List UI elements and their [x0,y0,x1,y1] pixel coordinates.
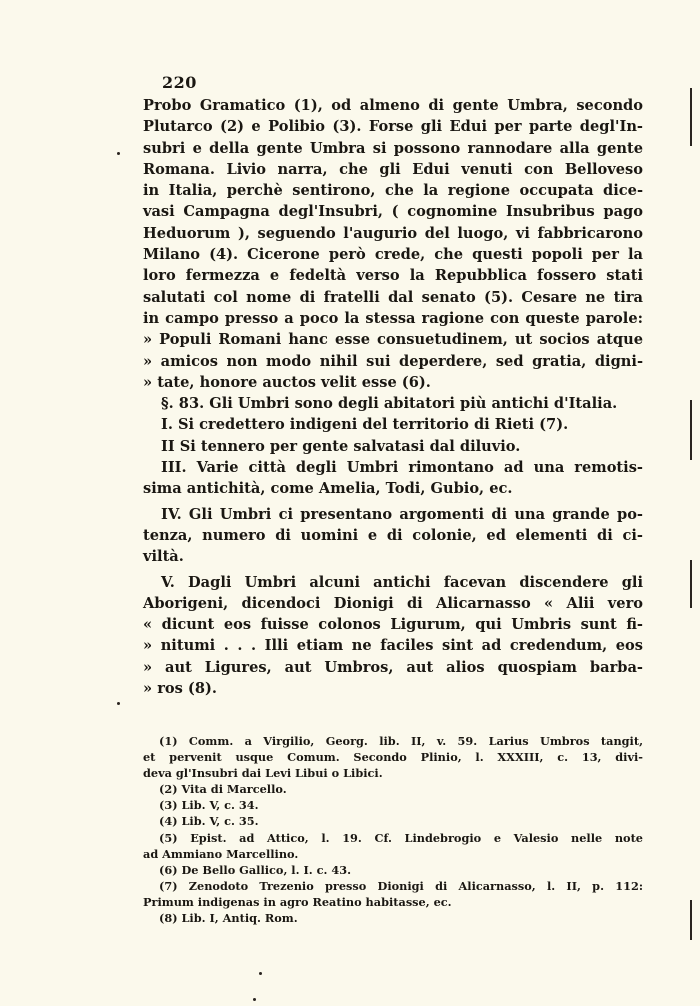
ink-speck [253,998,256,1001]
text-line: I. Si credettero indigeni del territorio di Rieti (7). [161,416,569,434]
text-line: Heduorum ), seguendo l'augurio del luogo, vi fabbricarono [143,224,643,242]
text-line: Aborigeni, dicendoci Dionigi di Alicarnasso « Alii vero [143,594,643,612]
text-line: V. Dagli Umbri alcuni antichi facevan discendere gli [161,573,643,591]
text-line: » ros (8). [143,680,217,698]
ink-speck [117,152,120,155]
page-edge-mark [690,560,692,608]
ink-speck [117,702,120,705]
page-number: 220 [162,73,197,92]
footnote-line: et pervenit usque Comum. Secondo Plinio, l. XXXIII, c. 13, divi- [143,750,643,765]
text-line: IV. Gli Umbri ci presentano argomenti di una grande po- [161,505,643,523]
footnote-line: deva gl'Insubri dai Levi Libui o Libici. [143,766,383,781]
footnote-line: (1) Comm. a Virgilio, Georg. lib. II, v. 59. Larius Umbros tangit, [159,734,643,748]
text-line: » aut Ligures, aut Umbros, aut alios quospiam barba- [143,658,643,676]
footnotes [143,733,643,926]
text-line: viltà. [143,548,184,566]
text-line: Plutarco (2) e Polibio (3). Forse gli Edui per parte degl'In- [143,118,643,136]
footnote-line: (5) Epist. ad Attico, l. 19. Cf. Lindebrogio e Valesio nelle note [159,830,643,845]
text-line: Probo Gramatico (1), od almeno di gente Umbra, secondo [143,97,643,114]
page-edge-mark [690,88,692,146]
text-line: tenza, numero di uomini e di colonie, ed elementi di ci- [143,526,643,544]
text-line: Milano (4). Cicerone però crede, che questi popoli per la [143,246,643,264]
footnote-line: (8) Lib. I, Antiq. Rom. [159,911,298,926]
footnote-line: (7) Zenodoto Trezenio presso Dionigi di Alicarnasso, l. II, p. 112: [159,878,643,893]
footnote-line: (2) Vita di Marcello. [159,782,287,797]
ink-speck [259,972,262,975]
text-line: Romana. Livio narra, che gli Edui venuti con Belloveso [143,160,643,178]
text-line: in campo presso a poco la stessa ragione con queste parole: [143,309,643,327]
text-line: III. Varie città degli Umbri rimontano ad una remotis- [161,459,643,477]
footnote-line: ad Ammiano Marcellino. [143,846,299,861]
text-line: subri e della gente Umbra si possono rannodare alla gente [143,139,643,157]
text-line: » Populi Romani hanc esse consuetudinem, ut socios atque [143,331,643,349]
text-line: salutati col nome di fratelli dal senato (5). Cesare ne tira [143,288,643,306]
text-line: II Si tennero per gente salvatasi dal diluvio. [161,437,521,455]
main-text [143,95,643,699]
text-line: sima antichità, come Amelia, Todi, Gubio, ec. [143,480,513,498]
footnote-line: (6) De Bello Gallico, l. I. c. 43. [159,862,352,877]
text-line: « dicunt eos fuisse colonos Ligurum, qui Umbris sunt fi- [143,616,643,634]
footnote-line: (4) Lib. V, c. 35. [159,814,259,829]
footnote-line: Primum indigenas in agro Reatino habitasse, ec. [143,894,452,909]
page-edge-mark [690,400,692,460]
footnote-line: (3) Lib. V, c. 34. [159,798,259,813]
text-line: » tate, honore auctos velit esse (6). [143,373,431,391]
text-line: in Italia, perchè sentirono, che la regione occupata dice- [143,182,643,200]
text-line: §. 83. Gli Umbri sono degli abitatori più antichi d'Italia. [161,395,618,413]
text-line: loro fermezza e fedeltà verso la Repubblica fossero stati [143,267,643,285]
page-edge-mark [690,900,692,940]
text-line: » amicos non modo nihil sui deperdere, sed gratia, digni- [143,352,643,370]
text-line: vasi Campagna degl'Insubri, ( cognomine Insubribus pago [143,203,643,221]
text-line: » nitumi . . . Illi etiam ne faciles sint ad credendum, eos [143,637,643,655]
